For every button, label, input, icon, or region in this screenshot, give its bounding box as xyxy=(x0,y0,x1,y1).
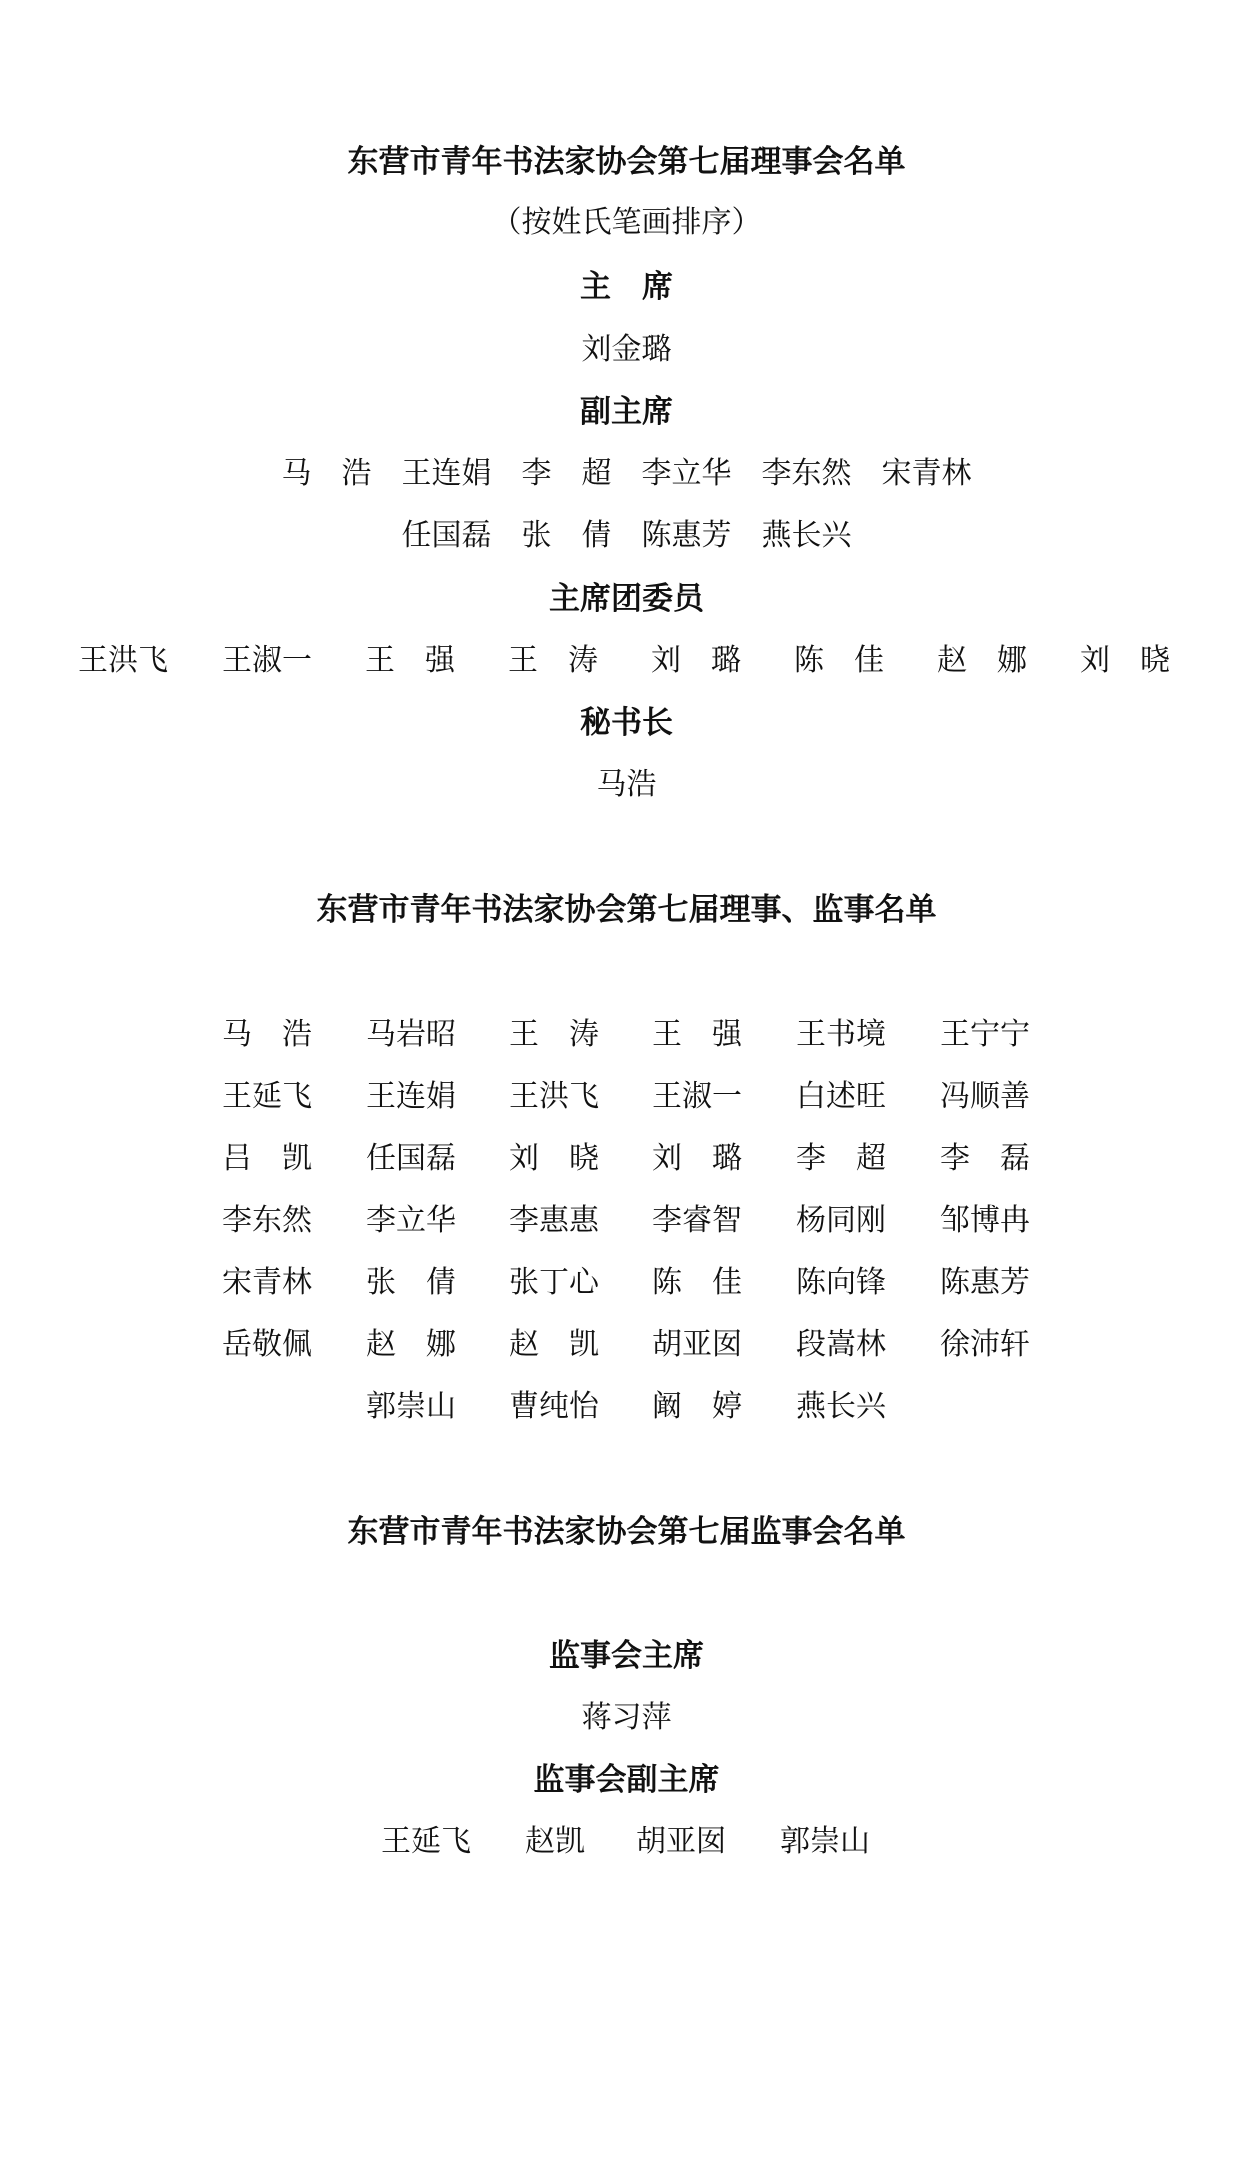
director-name: 张 倩 xyxy=(366,1265,456,1300)
presidium-member: 赵 娜 xyxy=(937,643,1027,678)
secretary-name: 马浩 xyxy=(596,767,657,802)
presidium-member: 王淑一 xyxy=(222,643,312,678)
supervisor-vice-member: 王延飞 xyxy=(381,1824,471,1859)
presidium-label: 主席团委员 xyxy=(549,581,704,617)
director-name: 李东然 xyxy=(222,1203,312,1238)
council-title: 东营市青年书法家协会第七届理事会名单 xyxy=(347,144,906,180)
secretary-label: 秘书长 xyxy=(580,705,673,741)
director-name: 郭崇山 xyxy=(366,1389,456,1424)
director-name: 刘 晓 xyxy=(509,1141,599,1176)
directors-name-grid xyxy=(0,1015,1253,1435)
director-name: 李睿智 xyxy=(652,1203,742,1238)
director-name: 燕长兴 xyxy=(796,1389,886,1424)
presidium-member: 刘 璐 xyxy=(651,643,741,678)
director-name: 李 超 xyxy=(796,1141,886,1176)
director-name: 阚 婷 xyxy=(652,1389,742,1424)
supervisors-vice-label: 监事会副主席 xyxy=(533,1762,720,1798)
directors-title: 东营市青年书法家协会第七届理事、监事名单 xyxy=(316,892,937,928)
director-name: 陈 佳 xyxy=(652,1265,742,1300)
presidium-member: 王 强 xyxy=(365,643,455,678)
director-name: 王 强 xyxy=(652,1017,742,1052)
supervisor-vice-member: 胡亚囡 xyxy=(636,1824,726,1859)
director-name: 杨同刚 xyxy=(796,1203,886,1238)
director-name: 李 磊 xyxy=(940,1141,1030,1176)
presidium-member: 王 涛 xyxy=(508,643,598,678)
director-name: 王连娟 xyxy=(366,1079,456,1114)
supervisor-vice-member: 郭崇山 xyxy=(780,1824,870,1859)
director-name: 陈惠芳 xyxy=(940,1265,1030,1300)
director-name: 段嵩林 xyxy=(796,1327,886,1362)
presidium-member: 王洪飞 xyxy=(78,643,168,678)
vice-chairman-row-2: 任国磊 张 倩 陈惠芳 燕长兴 xyxy=(401,518,852,553)
director-name: 李立华 xyxy=(366,1203,456,1238)
director-name: 徐沛轩 xyxy=(940,1327,1030,1362)
director-name: 马 浩 xyxy=(222,1017,312,1052)
vice-chairman-row-1: 马 浩 王连娟 李 超 李立华 李东然 宋青林 xyxy=(281,456,972,491)
director-name: 曹纯怡 xyxy=(509,1389,599,1424)
supervisors-chairman-label: 监事会主席 xyxy=(549,1638,704,1674)
council-subtitle: （按姓氏笔画排序） xyxy=(491,205,762,240)
director-name: 王书境 xyxy=(796,1017,886,1052)
director-name: 王洪飞 xyxy=(509,1079,599,1114)
director-name: 白述旺 xyxy=(796,1079,886,1114)
director-name: 王 涛 xyxy=(509,1017,599,1052)
director-name: 岳敬佩 xyxy=(222,1327,312,1362)
director-name: 王淑一 xyxy=(652,1079,742,1114)
chairman-name: 刘金璐 xyxy=(581,332,672,367)
supervisors-chairman-name: 蒋习萍 xyxy=(581,1700,672,1735)
supervisors-vice-members xyxy=(0,1822,1253,1862)
vice-chairman-label: 副主席 xyxy=(580,394,673,430)
director-name: 邹博冉 xyxy=(940,1203,1030,1238)
director-name: 吕 凯 xyxy=(222,1141,312,1176)
director-name: 赵 凯 xyxy=(509,1327,599,1362)
presidium-member: 刘 晓 xyxy=(1080,643,1170,678)
director-name: 任国磊 xyxy=(366,1141,456,1176)
director-name: 陈向锋 xyxy=(796,1265,886,1300)
director-name: 王宁宁 xyxy=(940,1017,1030,1052)
director-name: 李惠惠 xyxy=(509,1203,599,1238)
presidium-members xyxy=(0,641,1253,681)
supervisors-title: 东营市青年书法家协会第七届监事会名单 xyxy=(347,1514,906,1550)
chairman-label: 主 席 xyxy=(580,269,673,305)
director-name: 胡亚囡 xyxy=(652,1327,742,1362)
director-name: 王延飞 xyxy=(222,1079,312,1114)
director-name: 赵 娜 xyxy=(366,1327,456,1362)
director-name: 宋青林 xyxy=(222,1265,312,1300)
presidium-member: 陈 佳 xyxy=(794,643,884,678)
supervisor-vice-member: 赵凯 xyxy=(525,1824,585,1859)
director-name: 马岩昭 xyxy=(366,1017,456,1052)
director-name: 张丁心 xyxy=(509,1265,599,1300)
director-name: 刘 璐 xyxy=(652,1141,742,1176)
director-name: 冯顺善 xyxy=(940,1079,1030,1114)
